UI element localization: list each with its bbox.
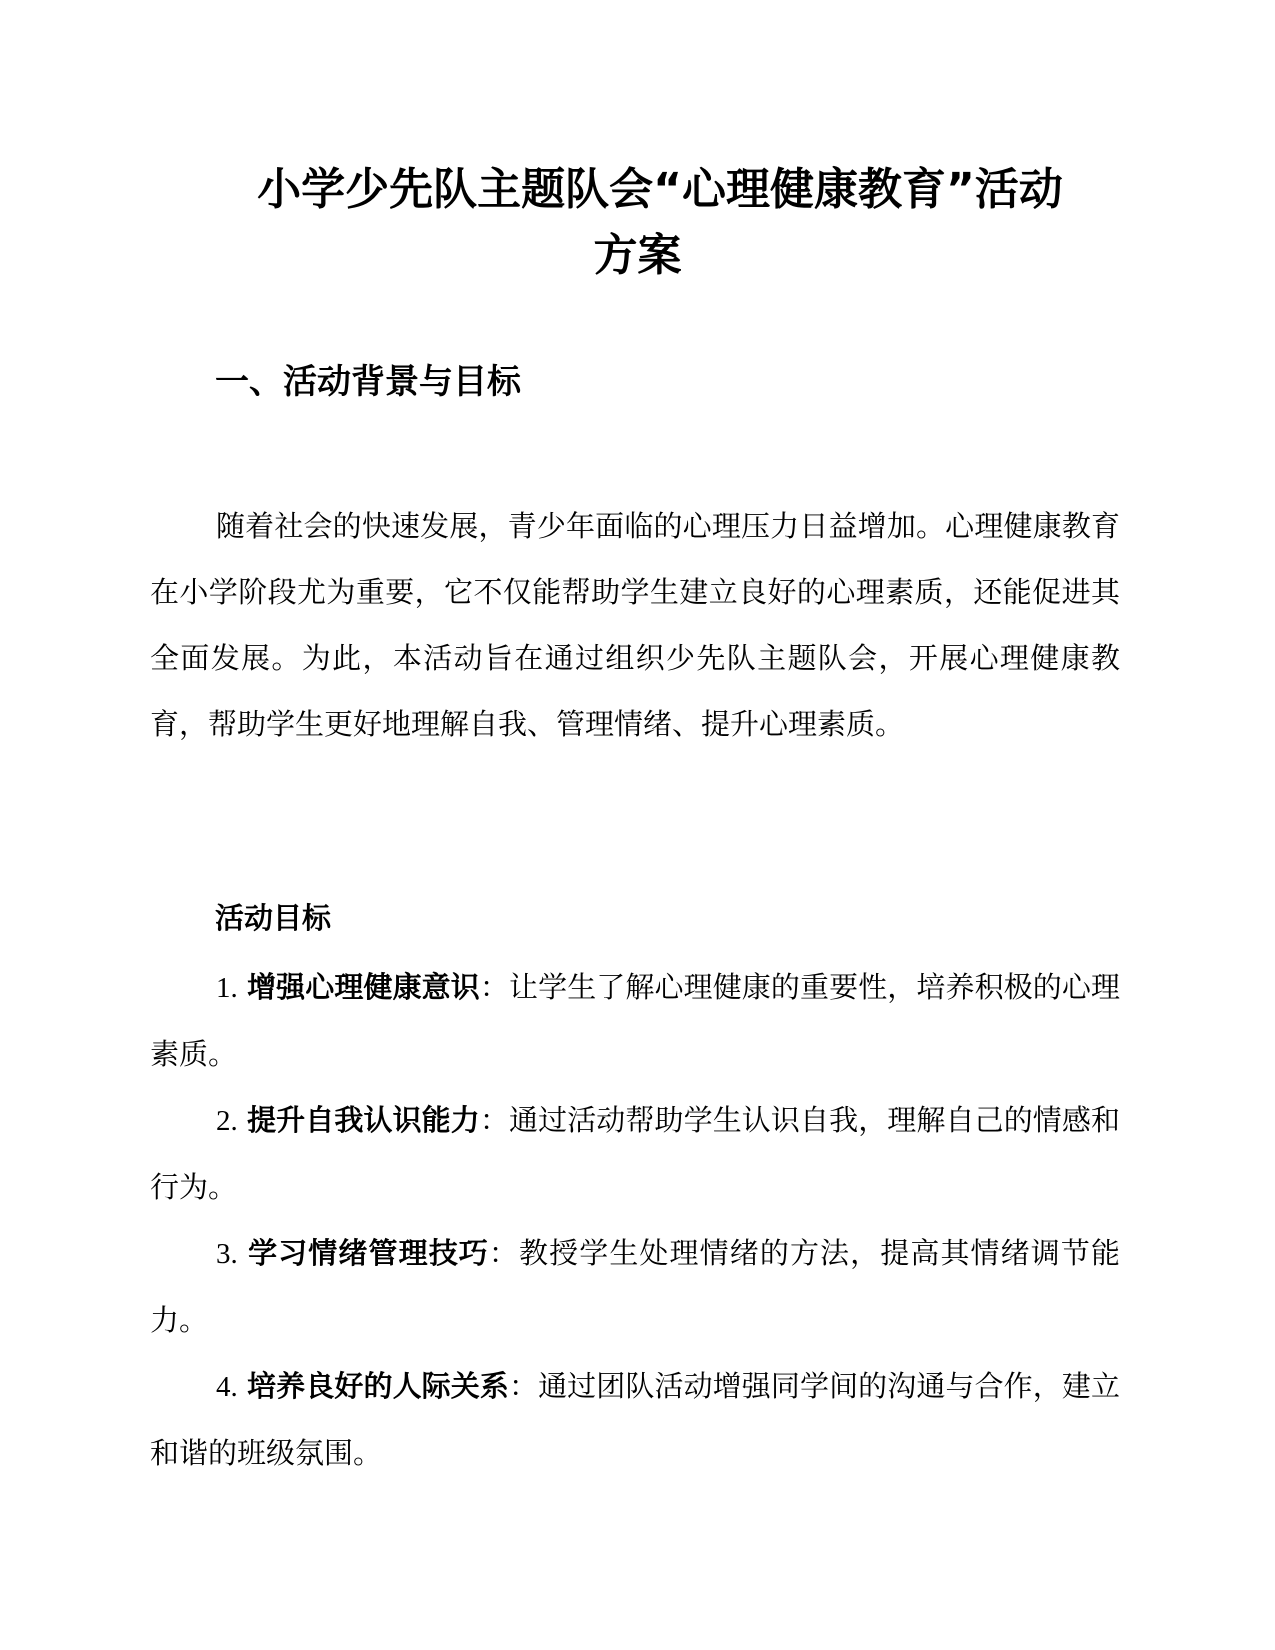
goal-text: ：让学生了解心理健康的重要性，培养积极的心理素质。 (150, 970, 1120, 1071)
goal-label: 提升自我认识能力 (247, 1103, 480, 1137)
goal-item (150, 1087, 1120, 1220)
goal-text: ：通过团队活动增强同学间的沟通与合作，建立和谐的班级氛围。 (150, 1369, 1120, 1470)
goal-item (150, 1220, 1120, 1353)
goal-label: 增强心理健康意识 (247, 970, 480, 1004)
goal-text: ：教授学生处理情绪的方法，提高其情绪调节能力。 (150, 1236, 1120, 1337)
goal-text: ：通过活动帮助学生认识自我，理解自己的情感和行为。 (150, 1103, 1120, 1204)
goal-item (150, 1353, 1120, 1486)
document-title-line-1: 小学少先队主题队会“心理健康教育”活动 (257, 164, 1063, 215)
goal-number: 1. (216, 972, 238, 1004)
goal-label: 培养良好的人际关系 (247, 1369, 509, 1403)
section-heading-background-goals: 一、活动背景与目标 (215, 362, 521, 402)
goal-number: 3. (216, 1238, 238, 1270)
document-title-line-2: 方案 (593, 230, 682, 281)
goal-number: 2. (216, 1105, 238, 1137)
background-paragraph: 随着社会的快速发展，青少年面临的心理压力日益增加。心理健康教育在小学阶段尤为重要，它不仅能帮助学生建立良好的心理素质，还能促进其全面发展。为此，本活动旨在通过组织少先队主题队会，开展心理健康教育，帮助学生更好地理解自我、管理情绪、提升心理素质。 (150, 509, 1120, 741)
goal-item (150, 954, 1120, 1087)
goal-label: 学习情绪管理技巧 (248, 1236, 489, 1270)
goal-number: 4. (216, 1371, 238, 1403)
goals-heading: 活动目标 (215, 901, 332, 935)
